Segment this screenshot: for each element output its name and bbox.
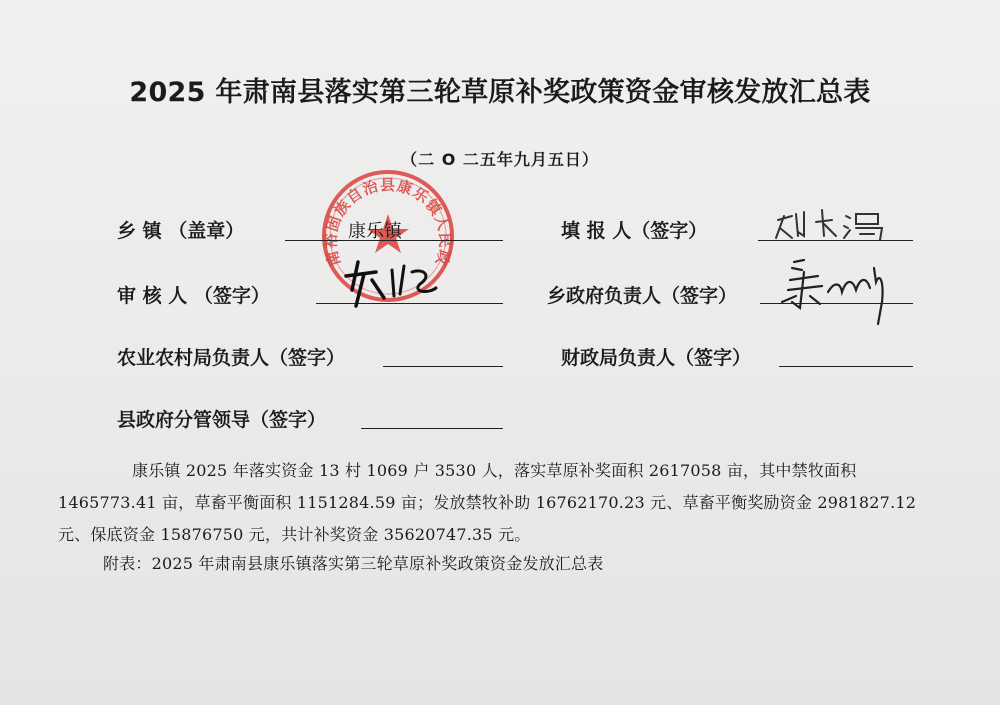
township-value: 康乐镇: [348, 221, 402, 242]
reviewer-signature: [328, 250, 448, 310]
township-gov-label: 乡政府负责人（签字）: [547, 285, 738, 307]
township-gov-signature: [770, 252, 900, 332]
township-label: 乡 镇 （盖章）: [117, 220, 245, 242]
document-title: 2025 年肃南县落实第三轮草原补奖政策资金审核发放汇总表: [129, 77, 871, 108]
filler-signature: [770, 206, 900, 246]
finance-label: 财政局负责人（签字）: [561, 347, 752, 369]
seal-text: 肃南裕固族自治县康乐镇人民政府: [309, 152, 455, 269]
finance-line: [779, 366, 913, 367]
reviewer-label: 审 核 人 （签字）: [117, 285, 270, 307]
summary-paragraph: 康乐镇 2025 年落实资金 13 村 1069 户 3530 人，落实草原补奖面积 2617058 亩，其中禁牧面积 1465773.41 亩，草畜平衡面积 1151284.59 亩；发放禁牧补助 16762170.23 元、草畜平衡奖励资金 2981827.12 元、保底资金 15876750 元，共计补奖资金 35620747.35 元。: [58, 461, 917, 544]
county-label: 县政府分管领导（签字）: [117, 409, 327, 431]
filler-label: 填 报 人（签字）: [561, 220, 708, 242]
agri-label: 农业农村局负责人（签字）: [117, 347, 346, 369]
county-line: [361, 428, 503, 429]
attachment-note: 附表：2025 年肃南县康乐镇落实第三轮草原补奖政策资金发放汇总表: [103, 554, 604, 573]
document-date: （二 O 二五年九月五日）: [401, 150, 599, 169]
agri-line: [383, 366, 503, 367]
